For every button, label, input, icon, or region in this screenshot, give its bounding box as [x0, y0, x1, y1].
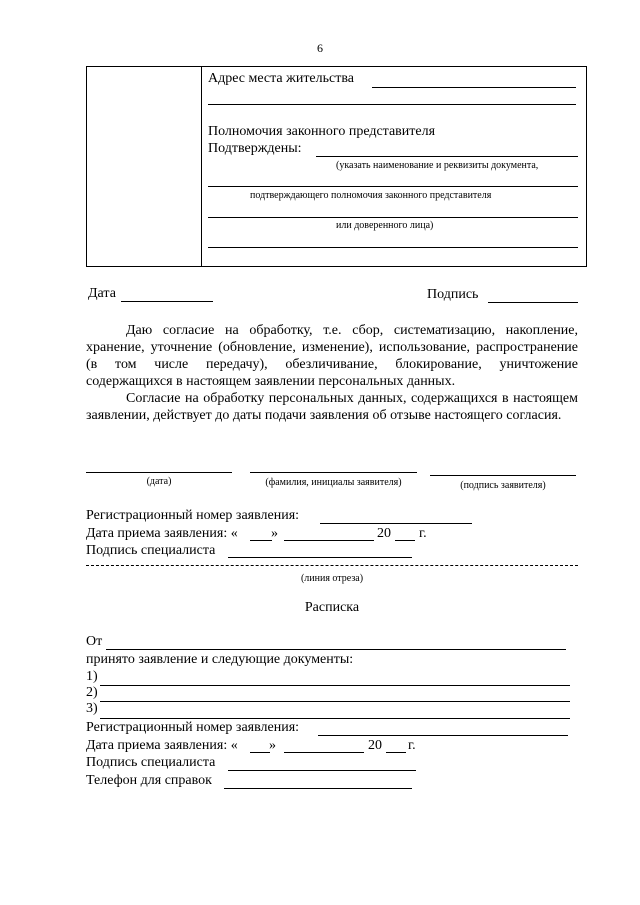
receipt-registration-number-label: Регистрационный номер заявления: — [86, 720, 300, 735]
receipt-year-suffix: г. — [408, 738, 416, 753]
registration-number-line[interactable] — [320, 523, 472, 524]
authority-label: Полномочия законного представителя — [208, 124, 436, 139]
document-field-line-2[interactable] — [208, 217, 578, 218]
registration-year-prefix: 20 — [377, 526, 391, 541]
receipt-title: Расписка — [304, 600, 360, 615]
applicant-name-line[interactable] — [250, 472, 417, 473]
applicant-signature-caption: (подпись заявителя) — [460, 480, 546, 491]
registration-year-suffix: г. — [419, 526, 427, 541]
cut-line-caption: (линия отреза) — [300, 573, 364, 584]
receipt-item-1-label: 1) — [86, 669, 98, 684]
signature-label: Подпись — [427, 287, 479, 302]
registration-date-prefix: Дата приема заявления: « — [86, 526, 238, 541]
receipt-date-prefix: Дата приема заявления: « — [86, 738, 238, 753]
receipt-registration-number-line[interactable] — [318, 735, 568, 736]
receipt-item-3-label: 3) — [86, 701, 98, 716]
box-hint-2: подтверждающего полномочия законного представителя — [250, 190, 492, 201]
consent-text — [86, 322, 578, 424]
document-field-line-1[interactable] — [208, 186, 578, 187]
cut-line — [86, 565, 578, 566]
receipt-month-line[interactable] — [284, 752, 364, 753]
receipt-day-line[interactable] — [250, 752, 270, 753]
receipt-phone-line[interactable] — [224, 788, 412, 789]
registration-number-label: Регистрационный номер заявления: — [86, 508, 300, 523]
receipt-from-label: От — [86, 634, 103, 649]
receipt-specialist-line[interactable] — [228, 770, 416, 771]
address-field-line-1[interactable] — [372, 87, 576, 88]
box-hint-3: или доверенного лица) — [336, 220, 434, 231]
document-field-line-3[interactable] — [208, 247, 578, 248]
date-field-line[interactable] — [121, 301, 213, 302]
receipt-item-1-line[interactable] — [100, 685, 570, 686]
signature-field-line[interactable] — [488, 302, 578, 303]
receipt-year-prefix: 20 — [368, 738, 382, 753]
registration-month-line[interactable] — [284, 540, 374, 541]
receipt-specialist-label: Подпись специалиста — [86, 755, 216, 770]
receipt-from-line[interactable] — [106, 649, 566, 650]
consent-paragraph-1: Даю согласие на обработку, т.е. сбор, систематизацию, накопление, хранение, уточнение (обновление, изменение), использование, распространение (в том числе передачу), обезличивание, блокирование, уничтожение содержащихся в настоящем заявлении персональных данных. — [86, 323, 578, 389]
page-number: 6 — [317, 41, 323, 55]
box-hint-1: (указать наименование и реквизиты документа, — [336, 160, 539, 171]
applicant-date-caption: (дата) — [146, 476, 172, 487]
receipt-date-close: » — [269, 738, 276, 753]
consent-paragraph-2: Согласие на обработку персональных данных, содержащихся в настоящем заявлении, действует до даты подачи заявления об отзыве настоящего согласия. — [86, 391, 578, 423]
registration-date-close: » — [271, 526, 278, 541]
address-label: Адрес места жительства — [208, 71, 354, 86]
applicant-signature-line[interactable] — [430, 475, 576, 476]
receipt-item-3-line[interactable] — [100, 718, 570, 719]
box-column-divider — [201, 66, 202, 267]
registration-specialist-line[interactable] — [228, 557, 412, 558]
date-label: Дата — [88, 286, 116, 301]
confirmed-field-line[interactable] — [316, 156, 578, 157]
receipt-item-2-line[interactable] — [100, 701, 570, 702]
registration-specialist-label: Подпись специалиста — [86, 543, 216, 558]
receipt-accepted-label: принято заявление и следующие документы: — [86, 652, 354, 667]
registration-day-line[interactable] — [250, 540, 272, 541]
registration-year-line[interactable] — [395, 540, 415, 541]
applicant-date-line[interactable] — [86, 472, 232, 473]
confirmed-label: Подтверждены: — [208, 141, 302, 156]
applicant-name-caption: (фамилия, инициалы заявителя) — [265, 477, 402, 488]
receipt-phone-label: Телефон для справок — [86, 773, 212, 788]
receipt-item-2-label: 2) — [86, 685, 98, 700]
address-field-line-2[interactable] — [208, 104, 576, 105]
receipt-year-line[interactable] — [386, 752, 406, 753]
